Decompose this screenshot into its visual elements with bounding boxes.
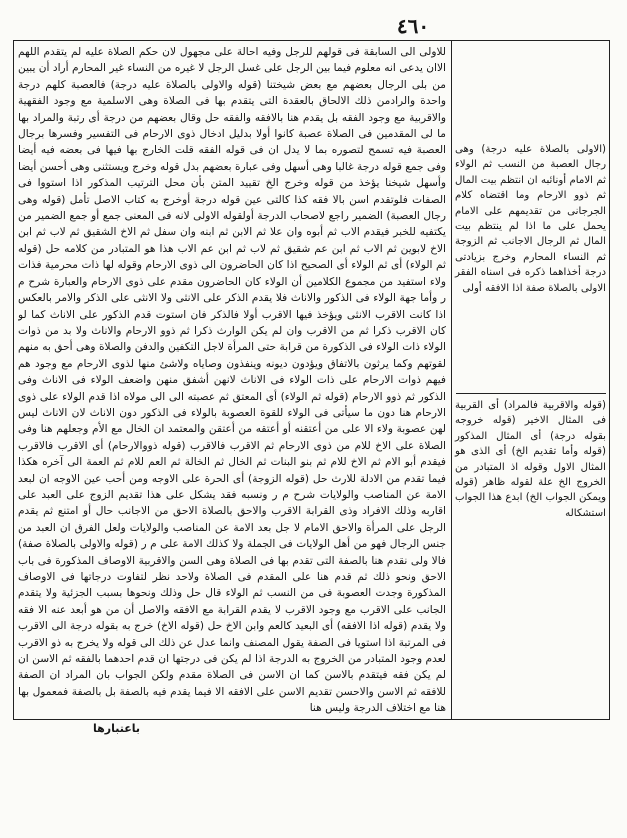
catchword: باعتبارها <box>93 722 140 735</box>
margin-note-bottom <box>455 398 606 521</box>
main-commentary-paragraph: للاولى الى السابقة فى قولهم للرجل وفيه احالة على مجهول لان حكم الصلاة عليه لم يتقدم اللهم الاان يدعى انه معلوم فيما بين الرجل على غسل الرجل لا غيره من النساء غير المحارم أراد أن يبين من بلى الرجال بعضهم مع بعض شيختنا (قوله والاولى بالصلاة عليه درجة) فالعصبة كلهم درجة واحدة والرادمن ذلك الالحاق بالعقدة التى يتقدم بها فى الصلاة وهى الاسلمية مع وجود الفقهية والاقربية مع وجود الفقه بل يقدم هنا بالافقه والفقه حل وقال بعضهم من درجة أى رتبة والمراد بها ما لى المقدمين فى الصلاة عصبة كانوا أولا بدليل ادخال ذوى الارحام فى التفسير وفسرها برجال العصبة فيه تسمح لتصوره بما لا يدل ان فى قوله الفقه قلت الخارج بها فيها فى بعضه فيه أيضا وفى جمع قوله درجة غالبا وهى أسهل وفى عبارة بعضهم بدل قوله وخرج ويستثنى وهى أحسن أيضا وأسهل شيخنا يؤخذ من قوله وخرج الخ تقييد المتن بأن محل الترتيب المذكور اذا استووا فى الصفات فلوتقدم اسن بالا فقه كذا كالتى عين قوله درجة أوخرج به كتاب الاصل تأمل (قوله وهى رجال العصبة) الضمير راجع لاصحاب الدرجة أولقوله الاولى لانه فى المعنى جمع أو جمع الضمير من يكتفيه للخبر فيقدم الاب ثم أبوه وان علا ثم الابن ثم ابنه وان سفل ثم الاخ الشقيق ثم لاب ثم ابن الاخ لابوين ثم الاب ثم ابن عم شقيق ثم لاب ثم ابن عم الاب هذا هو المتبادر من كلامه حل (قوله ثم الولاء) أى ثم الولاء أى الصحيح اذا كان الحاضرون الى ذوى الارحام وقوله لها ذات محرمية فذات ولاء استفيد من مجموع الكلامين أن الولاء كان الحاضرون مقدم على ذوى الارحام والعبارة شرح م ر وأما جهة الولاء فى الذكور والاناث فلا يقدم الذكر على الانثى ولا الانثى على الذكر والامر بالعكس اذا كانت الاقرب الانثى ويؤخذ فيها الاقرب أولا فالذكر فان استوت قدم الذكور على الاناث كما لو كان الاقرب ذكرا ثم من الاقرب وان لم يكن الوارث ذكرا ثم ذوو الارحام والاناث ولا بد من ذوات الولاء ذات الولاء فى الذكورة من قرابة حتى المرأة لاجل التكفين والدفن والصلاة وهى أحق به منهم لقوتهم وكما يرثون بالاتفاق ويؤدون ديونه وينفذون وصاياه ولاشئ منها لذوى الارحام مع وجود هم فيهم ذوات الارحام على ذات الولاء فى الاناث لانهن أشفق منهن واضعف الولاء فى الاناث وفى الذكور ثم ذوو الارحام (قوله ثم الولاء) أى المعتق ثم عصبته الى الى مولاه اذا قدم الولاء على ذوى الارحام هنا دون ما سيأتى فى الولاء للقوة العصوبة بالولاء فى الذكور دون الاناث لان الاناث ليس لهن عصوبة ولاء الا على من أعتقنه أو أعتقه من أعتقن والمعتمد ان الخال مع الأم وجعلهم هنا وفى الصلاة على الاخ للام من ذوى الارحام ثم الاقرب فالاقرب (قوله ذووالارحام) أى الاقرب فالاقرب فيقدم أبو الام ثم الاخ للام ثم بنو البنات ثم الخال ثم الخالة ثم العم للام ثم العمة الى آخره هكذا فيما تقدم من الادلة للارث حل (قوله الزوجة) أى الحرة على الاوجه ومن أحب عين الاوجه ان لبعد الامة عن المناصب والولايات شرح م ر ونسبه فقد يشكل على هذا تقديم الزوج على العبد على اقاربه وذلك الافراد وذى القرابة الاقرب والاحق بالصلاة الاحق من الاجانب حال أو امتنع ثم يقدم الرجل على المرأة والاحق الامام لا جل بعد الامة عن المناصب والولايات ولعل الفرق ان العبد من جنس الرجال فهو من أهل الولايات فى الجملة ولا كذلك الامة على م ر (قوله والاولى بالصلاة صفة) فالا ولى نقدم هنا بالصفة التى تقدم بها فى الصلاة وهى السن والاقربية الاوصاف المذكورة فى باب الاحق ونحو ذلك ثم قدم هنا على المقدم فى الصلاة ولاحد نظر لتفاوت درجاتها فى الاوصاف المذكورة وجدت العصوبة فى من النسب ثم الولاء قال حل وذلك ونحوها بسبب الجزئية ولا يتقدم الجانب على الاقرب مع وجود الاقرب لا يقدم القرابة مع الافقه والاصل أن من هو أبعد عنه الا فقه ولا يقدم (قوله اذا الافقه) أى البعيد كالعم وابن الاخ حل (قوله الاخ) خرج به بقوله درجة الى الاقرب فى المرتبة اذا استويا فى الصفة يقول المصنف وانما عدل عن ذلك الى قوله ولا يخرج به ذو الاقرب لعدم وجود المتبادر من الخروج به الدرجة اذا لم يكن فى درجتها ان قدم احدهما بالفقه ثم الاسن ان لم يكن فقه فيتقدم بالاسن كما ان الاسن فى الصلاة مقدم ولكن الجواب بان المراد ان الصفة للافقه ثم الاسن والاحسن تقديم الاسن على الافقه الا فيما يقدم فيه بالصفة بل بالصفة فمعمول بها هنا مع اختلاف الدرجة وليس هنا <box>18 46 446 715</box>
margin-separator <box>456 393 606 394</box>
margin-note-top-text: (الاولى بالصلاة عليه درجة) وهى رجال العصبة من النسب ثم الولاء ثم الامام أونائبه ان انتظم بيت المال ثم ذوو الارحام وما اقتضاه كلام الجرجانى من تقديمهم على الامام يحمل على ما اذا لم ينتظم بيت المال ثم الرجال الاجانب ثم الزوجة ثم النساء المحارم وخرج بزيادتى درجة أخذاهما ذكره فى اسناه الفقر الاولى بالصلاة صفة اذا الافقه أولى <box>455 144 606 294</box>
margin-note-top <box>455 142 606 296</box>
main-commentary <box>18 44 446 716</box>
margin-note-bottom-text: (قوله والاقربية فالمراد) أى القربية فى المثال الاخير (قوله خروجه بقوله درجة) أى المثال المذكور (قوله وأما تقديم الخ) أى الذى هو المثال الاول وقوله اذ المتبادر من الخروج الخ علة لقوله ظاهر (قوله ويمكن الجواب الخ) ابدع هذا الجواب استشكاله <box>455 400 606 519</box>
page-number: ٤٦٠ <box>396 14 430 38</box>
column-divider <box>451 40 452 720</box>
